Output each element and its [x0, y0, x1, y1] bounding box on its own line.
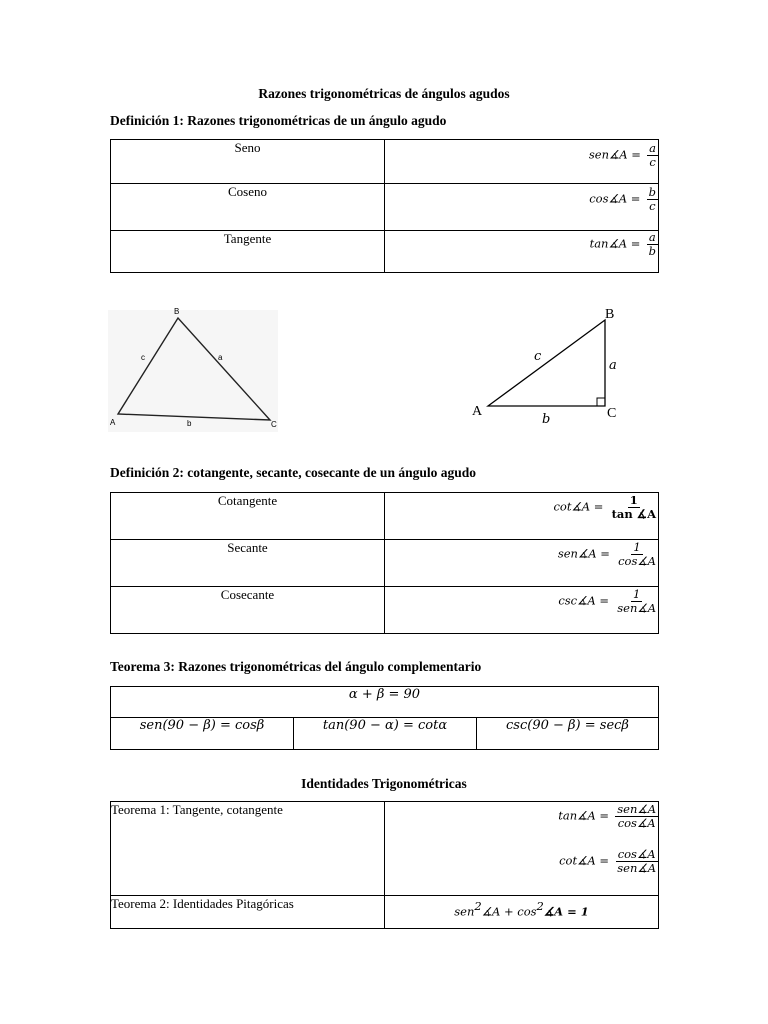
- side-c-label: c: [534, 349, 542, 364]
- formula-lhs: cos∡A =: [589, 191, 641, 206]
- row-label: Secante: [111, 540, 385, 587]
- vertex-a-label: A: [472, 404, 483, 419]
- vertex-c-label: C: [271, 420, 277, 429]
- vertex-c-label: C: [607, 406, 617, 421]
- table-row: [111, 802, 659, 896]
- exponent: 2: [474, 899, 482, 913]
- denominator: cos∡A: [617, 816, 656, 830]
- figure-background: [108, 310, 278, 432]
- numerator: a: [648, 230, 656, 244]
- table-row: [111, 587, 659, 634]
- identities-heading: Identidades Trigonométricas: [301, 776, 467, 791]
- identities-table: [110, 801, 659, 929]
- numerator: b: [648, 185, 656, 199]
- numerator: 1: [629, 493, 638, 507]
- vertex-b-label: B: [605, 307, 615, 322]
- numerator: a: [649, 141, 656, 155]
- table-row: [111, 718, 659, 750]
- formula-lhs: tan∡A =: [558, 808, 610, 823]
- def2-table: [110, 492, 659, 634]
- row-label: Cosecante: [111, 587, 385, 634]
- vertex-a-label: A: [110, 418, 116, 427]
- right-triangle-shape: [488, 320, 605, 406]
- table-row: [111, 540, 659, 587]
- row-label: Seno: [111, 140, 385, 184]
- formula-part: ∡A = 1: [543, 904, 589, 919]
- numerator: 1: [633, 540, 641, 554]
- table-row: [111, 184, 659, 231]
- complement-sen: sen(90 − β) = cosβ: [111, 718, 294, 750]
- formula-lhs: cot∡A =: [553, 499, 604, 514]
- def1-heading: Definición 1: Razones trigonométricas de un ángulo agudo: [110, 113, 447, 128]
- formula: [385, 140, 659, 184]
- table-row: [111, 231, 659, 273]
- side-c-label: c: [141, 353, 145, 362]
- complement-csc: csc(90 − β) = secβ: [477, 718, 659, 750]
- side-a-label: a: [609, 358, 617, 373]
- side-a-label: a: [218, 353, 223, 362]
- def2-heading: Definición 2: cotangente, secante, cosecante de un ángulo agudo: [110, 465, 476, 480]
- theorem2-label: Teorema 2: Identidades Pitagóricas: [111, 896, 385, 929]
- side-b-label: b: [187, 419, 192, 428]
- numerator: sen∡A: [617, 802, 656, 816]
- theorem1-label: Teorema 1: Tangente, cotangente: [111, 802, 385, 896]
- def1-table: [110, 139, 659, 273]
- formula: [385, 540, 659, 587]
- formula: [385, 184, 659, 231]
- formula-part: sen: [454, 904, 475, 919]
- denominator: cos∡A: [618, 554, 656, 568]
- thm3-heading: Teorema 3: Razones trigonométricas del ángulo complementario: [110, 659, 482, 674]
- denominator: c: [649, 199, 656, 213]
- formula-lhs: cot∡A =: [559, 853, 610, 868]
- formula-lhs: sen∡A =: [557, 546, 610, 561]
- cot-identity: [385, 848, 658, 875]
- side-b-label: b: [542, 412, 551, 427]
- row-label: Coseno: [111, 184, 385, 231]
- numerator: 1: [632, 587, 641, 601]
- denominator: b: [648, 244, 656, 258]
- denominator: sen∡A: [617, 861, 656, 875]
- main-title: Razones trigonométricas de ángulos agudos: [258, 86, 510, 101]
- complement-tan: tan(90 − α) = cotα: [294, 718, 477, 750]
- denominator: c: [649, 155, 656, 169]
- right-angle-marker: [597, 398, 605, 406]
- right-triangle-figure: [468, 300, 628, 430]
- formula: [385, 493, 659, 540]
- numerator: cos∡A: [617, 847, 656, 861]
- triangle-figure: [108, 300, 288, 435]
- exponent: 2: [536, 899, 544, 913]
- formula: [385, 587, 659, 634]
- table-row: [111, 896, 659, 929]
- formula-part: ∡A + cos: [481, 904, 537, 919]
- formula: [385, 802, 659, 896]
- row-label: Tangente: [111, 231, 385, 273]
- formula: [385, 231, 659, 273]
- pythagorean-identity: [385, 896, 659, 929]
- formula-lhs: csc∡A =: [558, 593, 610, 608]
- tan-identity: [385, 803, 658, 830]
- table-row: [111, 687, 659, 718]
- table-row: [111, 493, 659, 540]
- angle-sum: α + β = 90: [111, 687, 659, 718]
- row-label: Cotangente: [111, 493, 385, 540]
- vertex-b-label: B: [174, 307, 180, 316]
- formula-lhs: sen∡A =: [588, 147, 641, 162]
- denominator: sen∡A: [617, 601, 656, 615]
- thm3-table: [110, 686, 659, 750]
- denominator: tan ∡A: [611, 507, 656, 521]
- formula-lhs: tan∡A =: [589, 236, 641, 251]
- table-row: [111, 140, 659, 184]
